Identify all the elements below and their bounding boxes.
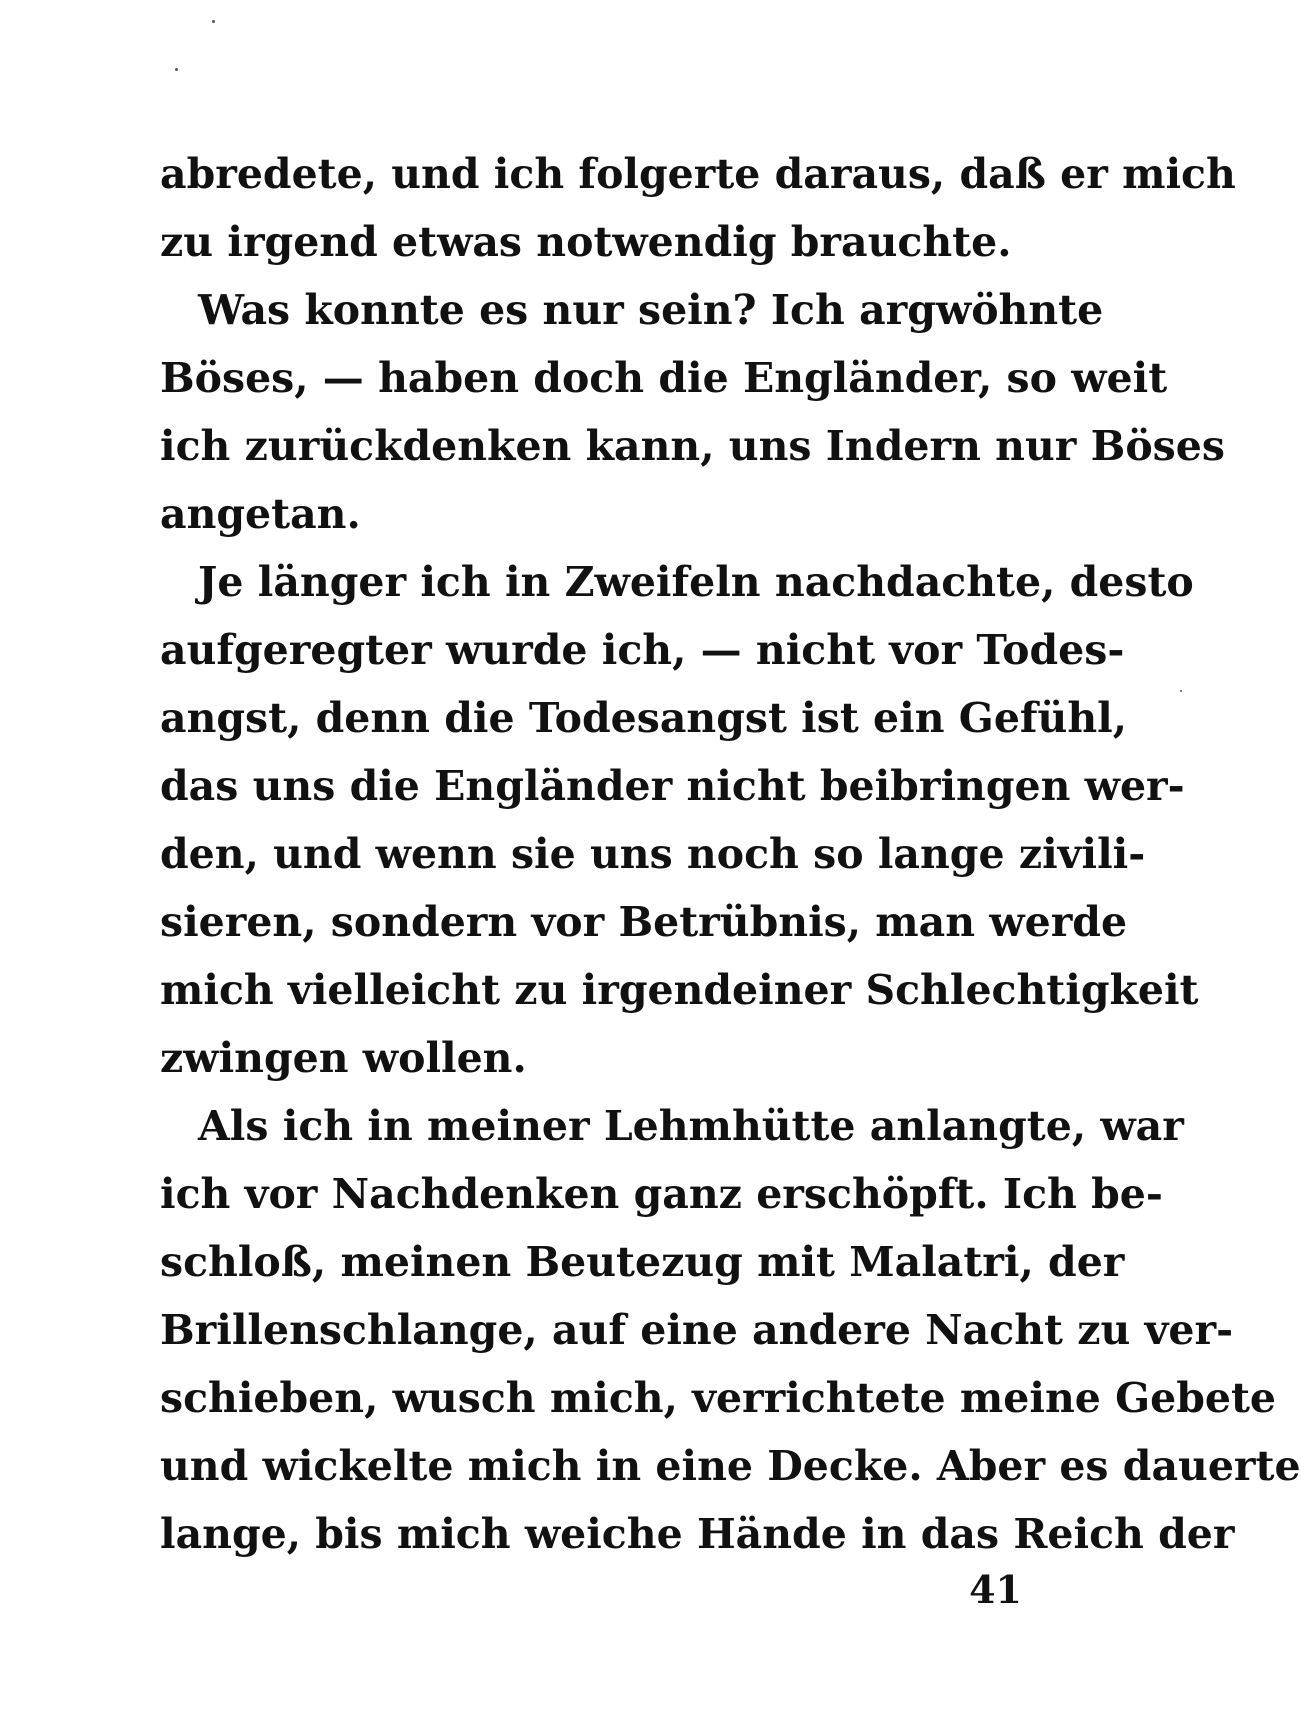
text-line: angetan.	[160, 490, 361, 538]
text-line: das uns die Engländer nicht beibringen wer-	[160, 762, 1185, 810]
text-line: Als ich in meiner Lehmhütte anlangte, war	[198, 1102, 1184, 1150]
text-line: zu irgend etwas notwendig brauchte.	[160, 218, 1012, 266]
text-line: Was konnte es nur sein? Ich argwöhnte	[198, 286, 1104, 334]
text-line: ich vor Nachdenken ganz erschöpft. Ich be-	[160, 1170, 1163, 1218]
text-line: schieben, wusch mich, verrichtete meine Gebete	[160, 1374, 1277, 1422]
text-line: abredete, und ich folgerte daraus, daß er mich	[160, 150, 1236, 198]
paper-speck	[1180, 690, 1182, 692]
paper-speck	[212, 20, 215, 23]
text-line: und wickelte mich in eine Decke. Aber es dauerte	[160, 1442, 1301, 1490]
text-line: sieren, sondern vor Betrübnis, man werde	[160, 898, 1128, 946]
body-text	[160, 140, 1301, 1568]
page-number: 41	[969, 1567, 1022, 1612]
text-line: ich zurückdenken kann, uns Indern nur Böses	[160, 422, 1225, 470]
text-line: angst, denn die Todesangst ist ein Gefühl,	[160, 694, 1128, 742]
text-line: schloß, meinen Beutezug mit Malatri, der	[160, 1238, 1125, 1286]
text-line: aufgeregter wurde ich, — nicht vor Todes-	[160, 626, 1125, 674]
text-line: Je länger ich in Zweifeln nachdachte, desto	[198, 558, 1194, 606]
text-line: lange, bis mich weiche Hände in das Reich der	[160, 1510, 1235, 1558]
text-line: mich vielleicht zu irgendeiner Schlechtigkeit	[160, 966, 1199, 1014]
text-line: Brillenschlange, auf eine andere Nacht zu ver-	[160, 1306, 1234, 1354]
paper-speck	[175, 68, 178, 71]
text-line: Böses, — haben doch die Engländer, so weit	[160, 354, 1168, 402]
text-line: zwingen wollen.	[160, 1034, 527, 1082]
text-line: den, und wenn sie uns noch so lange zivili-	[160, 830, 1146, 878]
